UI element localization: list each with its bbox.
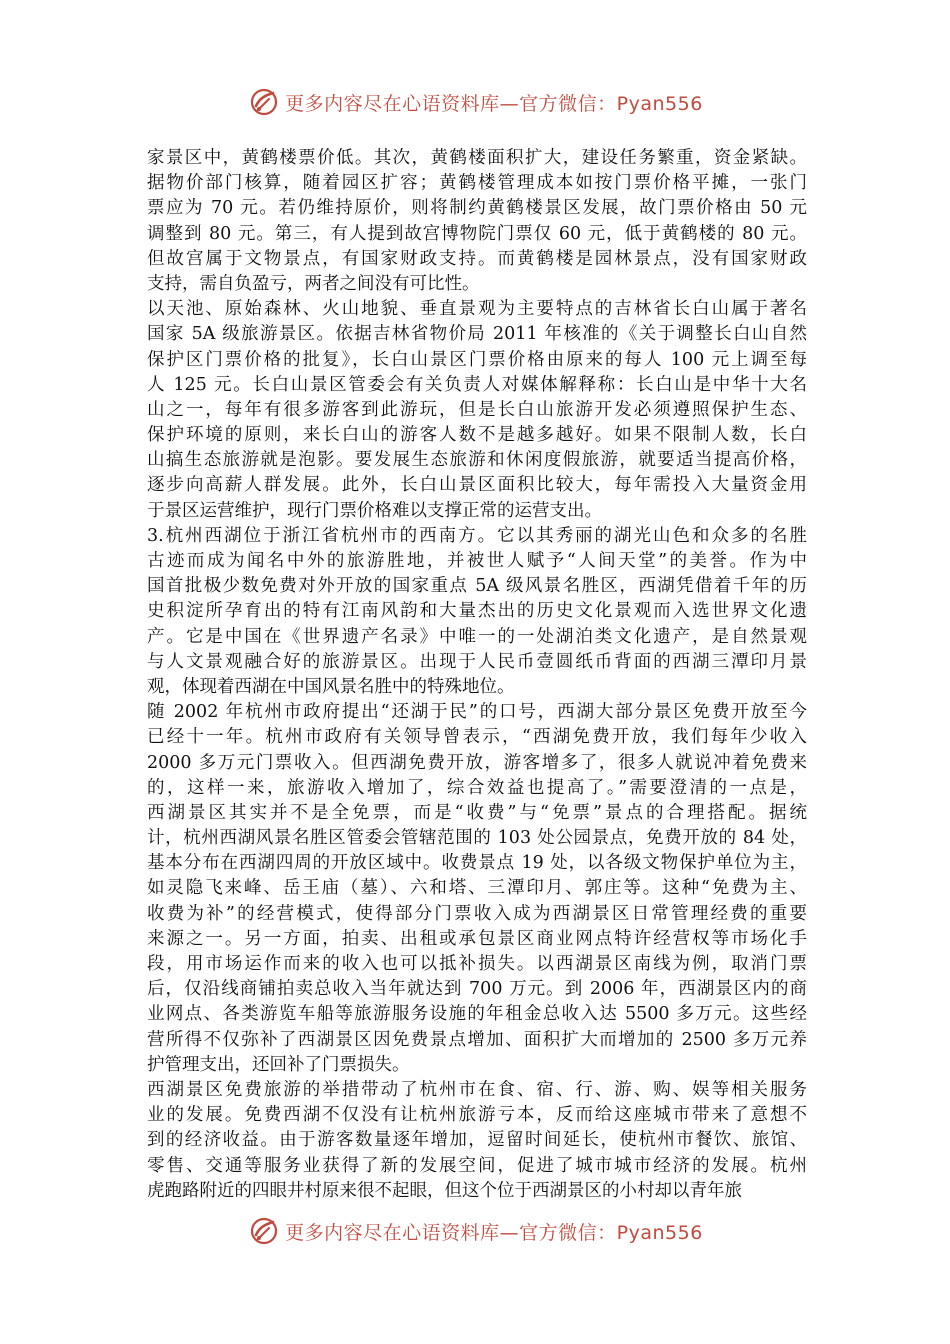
text-line: 国家 5A 级旅游景区。依据吉林省物价局 2011 年核准的《关于调整长白山自然 bbox=[147, 324, 807, 345]
text-line: 到的经济收益。由于游客数量逐年增加，逗留时间延长，使杭州市餐饮、旅馆、 bbox=[147, 1130, 807, 1151]
banner-text: 更多内容尽在心语资料库—官方微信：Pyan556 bbox=[285, 92, 703, 115]
paragraph bbox=[147, 297, 807, 524]
text-line: 国首批极少数免费对外开放的国家重点 5A 级风景名胜区，西湖凭借着千年的历 bbox=[147, 576, 807, 597]
text-line: 与人文景观融合好的旅游景区。出现于人民币壹圆纸币背面的西湖三潭印月景 bbox=[147, 651, 807, 672]
text-line: 护管理支出，还回补了门票损失。 bbox=[147, 1054, 410, 1075]
text-line: 零售、交通等服务业获得了新的发展空间，促进了城市城市经济的发展。杭州 bbox=[147, 1155, 807, 1176]
text-line: 虎跑路附近的四眼井村原来很不起眼，但这个位于西湖景区的小村却以青年旅 bbox=[147, 1180, 742, 1201]
pen-swirl-logo-icon bbox=[247, 85, 281, 119]
text-line: 营所得不仅弥补了西湖景区因免费景点增加、面积扩大而增加的 2500 多万元养 bbox=[147, 1029, 807, 1050]
text-line: 段，用市场运作而来的收入也可以抵补损失。以西湖景区南线为例，取消门票 bbox=[147, 954, 807, 974]
text-line: 保护区门票价格的批复》，长白山景区门票价格由原来的每人 100 元上调至每 bbox=[147, 349, 807, 370]
paragraph bbox=[147, 700, 807, 1078]
text-line: 收费为补”的经营模式，使得部分门票收入成为西湖景区日常管理经费的重要 bbox=[147, 903, 807, 924]
text-line: 票应为 70 元。若仍维持原价，则将制约黄鹤楼景区发展，故门票价格由 50 元 bbox=[147, 198, 807, 219]
text-line: 业网点、各类游览车船等旅游服务设施的年租金总收入达 5500 多万元。这些经 bbox=[147, 1004, 807, 1025]
text-line: 随 2002 年杭州市政府提出“还湖于民”的口号，西湖大部分景区免费开放至今 bbox=[147, 702, 807, 723]
text-line: 产。它是中国在《世界遗产名录》中唯一的一处湖泊类文化遗产，是自然景观 bbox=[147, 626, 807, 647]
text-line: 人 125 元。长白山景区管委会有关负责人对媒体解释称：长白山是中华十大名 bbox=[147, 374, 807, 395]
text-line: 以天池、原始森林、火山地貌、垂直景观为主要特点的吉林省长白山属于著名 bbox=[147, 299, 807, 320]
header-watermark-banner bbox=[0, 82, 950, 122]
text-line: 3.杭州西湖位于浙江省杭州市的西南方。它以其秀丽的湖光山色和众多的名胜 bbox=[147, 525, 807, 546]
text-line: 后，仅沿线商铺拍卖总收入当年就达到 700 万元。到 2006 年，西湖景区内的商 bbox=[147, 979, 807, 1000]
text-line: 观，体现着西湖在中国风景名胜中的特殊地位。 bbox=[147, 676, 515, 697]
paragraph bbox=[147, 146, 807, 297]
text-line: 来源之一。另一方面，拍卖、出租或承包景区商业网点特许经营权等市场化手 bbox=[147, 928, 807, 949]
banner-text: 更多内容尽在心语资料库—官方微信：Pyan556 bbox=[285, 1221, 703, 1244]
text-line: 2000 多万元门票收入。但西湖免费开放，游客增多了，很多人就说冲着免费来 bbox=[147, 752, 807, 773]
text-line: 家景区中，黄鹤楼票价低。其次，黄鹤楼面积扩大，建设任务繁重，资金紧缺。 bbox=[147, 148, 807, 168]
text-line: 业的发展。免费西湖不仅没有让杭州旅游亏本，反而给这座城市带来了意想不 bbox=[147, 1105, 807, 1126]
text-line: 已经十一年。杭州市政府有关领导曾表示，“西湖免费开放，我们每年少收入 bbox=[147, 727, 807, 748]
text-line: 支持，需自负盈亏，两者之间没有可比性。 bbox=[147, 273, 480, 294]
text-line: 西湖景区免费旅游的举措带动了杭州市在食、宿、行、游、购、娱等相关服务 bbox=[147, 1079, 807, 1100]
text-line: 调整到 80 元。第三，有人提到故宫博物院门票仅 60 元，低于黄鹤楼的 80 元。 bbox=[147, 223, 807, 244]
text-line: 保护环境的原则，来长白山的游客人数不是越多越好。如果不限制人数，长白 bbox=[147, 425, 807, 446]
text-line: 基本分布在西湖四周的开放区域中。收费景点 19 处，以各级文物保护单位为主， bbox=[147, 853, 807, 874]
text-line: 逐步向高薪人群发展。此外，长白山景区面积比较大，每年需投入大量资金用 bbox=[147, 475, 807, 496]
footer-watermark-banner bbox=[0, 1211, 950, 1251]
text-line: 的，这样一来，旅游收入增加了，综合效益也提高了。”需要澄清的一点是， bbox=[147, 777, 807, 798]
text-line: 史积淀所孕育出的特有江南风韵和大量杰出的历史文化景观而入选世界文化遗 bbox=[147, 601, 807, 622]
text-line: 据物价部门核算，随着园区扩容；黄鹤楼管理成本如按门票价格平摊，一张门 bbox=[147, 173, 807, 194]
text-line: 但故宫属于文物景点，有国家财政支持。而黄鹤楼是园林景点，没有国家财政 bbox=[147, 248, 807, 269]
text-line: 如灵隐飞来峰、岳王庙（墓）、六和塔、三潭印月、郭庄等。这种“免费为主、 bbox=[147, 878, 807, 899]
text-line: 古迹而成为闻名中外的旅游胜地，并被世人赋予“人间天堂”的美誉。作为中 bbox=[147, 551, 807, 571]
text-line: 西湖景区其实并不是全免票，而是“收费”与“免票”景点的合理搭配。据统 bbox=[147, 802, 807, 823]
pen-swirl-logo-icon bbox=[247, 1214, 281, 1248]
paragraph bbox=[147, 524, 807, 700]
text-line: 山搞生态旅游就是泡影。要发展生态旅游和休闲度假旅游，就要适当提高价格， bbox=[147, 450, 807, 471]
text-line: 于景区运营维护，现行门票价格难以支撑正常的运营支出。 bbox=[147, 500, 602, 521]
text-line: 山之一，每年有很多游客到此游玩，但是长白山旅游开发必须遵照保护生态、 bbox=[147, 399, 807, 420]
paragraph bbox=[147, 1078, 807, 1204]
document-body bbox=[147, 146, 807, 1204]
text-line: 计，杭州西湖风景名胜区管委会管辖范围的 103 处公园景点，免费开放的 84 处， bbox=[147, 828, 807, 849]
